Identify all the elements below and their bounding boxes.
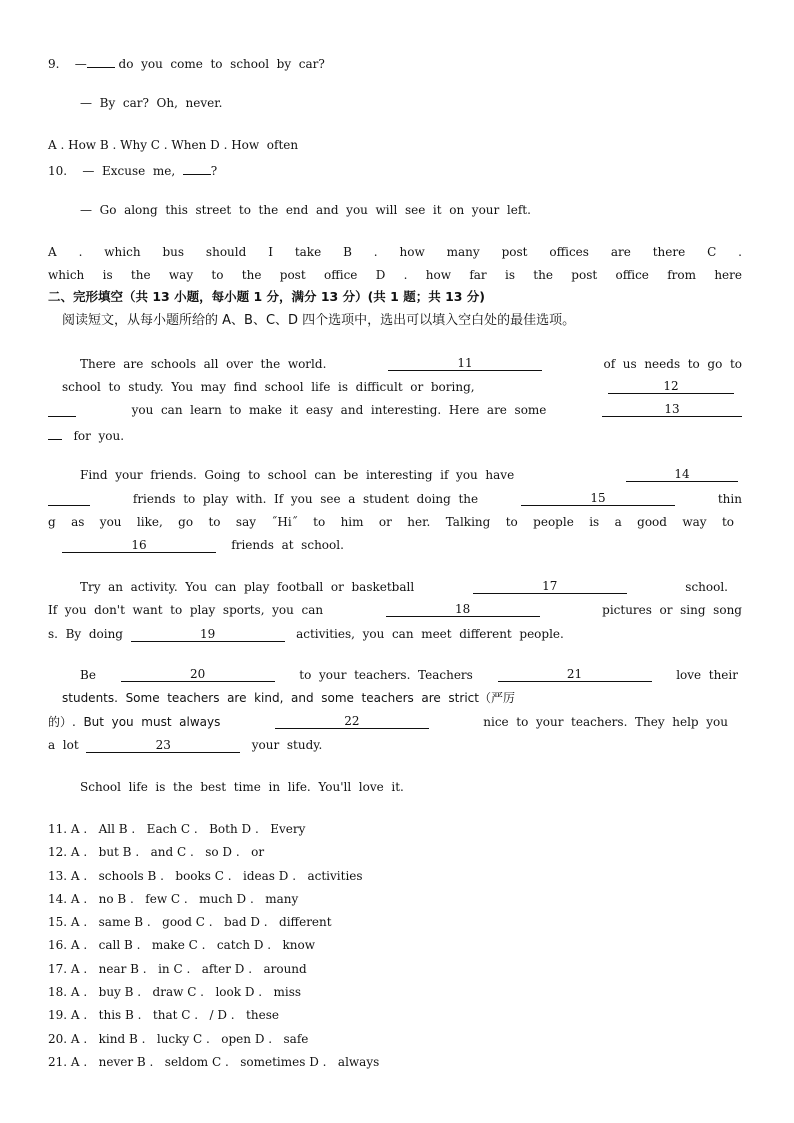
passage-text: a lot bbox=[48, 738, 79, 752]
q9-reply: — By car? Oh, never. bbox=[80, 96, 223, 110]
q9-stem-text: do you come to school by car? bbox=[114, 57, 325, 71]
passage-p1-line1 bbox=[80, 356, 742, 372]
passage-p1-line4 bbox=[48, 425, 124, 444]
blank-23: 23 bbox=[86, 738, 240, 753]
q10-stem bbox=[48, 160, 217, 179]
blank-15: 15 bbox=[521, 491, 675, 506]
blank-20: 20 bbox=[121, 667, 275, 682]
passage-text: of us needs to go to bbox=[603, 357, 742, 371]
q10-question-mark: ? bbox=[210, 164, 218, 178]
passage-text: Be bbox=[80, 668, 96, 682]
blank-17: 17 bbox=[473, 579, 627, 594]
option-row-11: 11. A . All B . Each C . Both D . Every bbox=[48, 822, 306, 836]
passage-text: your study. bbox=[251, 738, 323, 752]
passage-text: activities, you can meet different people. bbox=[296, 627, 564, 641]
blank-18: 18 bbox=[386, 602, 540, 617]
q10-options-line1: A . which bus should I take B . how many post offices are there C . bbox=[48, 245, 742, 259]
section-instruction: 阅读短文，从每小题所给的 A、B、C、D 四个选项中，选出可以填入空白处的最佳选项。 bbox=[62, 313, 576, 328]
q10-options-line2: which is the way to the post office D . how far is the post office from here bbox=[48, 268, 742, 282]
passage-p3-line1 bbox=[80, 579, 728, 595]
q10-blank bbox=[183, 160, 211, 175]
passage-text: to your teachers. Teachers bbox=[299, 668, 473, 682]
passage-text: Try an activity. You can play football or basketball bbox=[80, 580, 415, 594]
option-row-15: 15. A . same B . good C . bad D . different bbox=[48, 915, 332, 929]
passage-p3-line3 bbox=[48, 626, 564, 642]
option-row-14: 14. A . no B . few C . much D . many bbox=[48, 892, 299, 906]
section-heading: 二、完形填空（共 13 小题，每小题 1 分，满分 13 分）(共 1 题；共 13 分) bbox=[48, 289, 486, 304]
passage-text: There are schools all over the world. bbox=[80, 357, 327, 371]
passage-text: Find your friends. Going to school can be interesting if you have bbox=[80, 468, 515, 482]
passage-text: thin bbox=[717, 492, 742, 506]
passage-p2-line1 bbox=[80, 467, 738, 483]
option-row-16: 16. A . call B . make C . catch D . know bbox=[48, 938, 316, 952]
blank-14-cont bbox=[48, 491, 90, 506]
passage-p1-line3 bbox=[48, 402, 742, 418]
passage-text: 的）. But you must always bbox=[48, 715, 221, 729]
passage-text: you can learn to make it easy and interesting. Here are some bbox=[131, 403, 547, 417]
passage-p1-line2 bbox=[62, 379, 734, 395]
blank-12-cont bbox=[48, 402, 76, 417]
passage-p4-line1 bbox=[80, 667, 738, 683]
q10-stem-text: 10. — Excuse me, bbox=[48, 164, 176, 178]
passage-p2-line4 bbox=[62, 537, 344, 553]
passage-text: s. By doing bbox=[48, 627, 123, 641]
blank-21: 21 bbox=[498, 667, 652, 682]
passage-p3-line2 bbox=[48, 602, 742, 618]
option-row-12: 12. A . but B . and C . so D . or bbox=[48, 845, 265, 859]
passage-text: If you don't want to play sports, you can bbox=[48, 603, 324, 617]
passage-text: nice to your teachers. They help you bbox=[483, 715, 728, 729]
passage-text: friends to play with. If you see a student doing the bbox=[132, 492, 479, 506]
option-row-13: 13. A . schools B . books C . ideas D . activities bbox=[48, 869, 363, 883]
passage-p4-line4 bbox=[48, 737, 322, 753]
passage-text: friends at school. bbox=[231, 538, 344, 552]
passage-p2-line3: g as you like, go to say ˝Hi˝ to him or her. Talking to people is a good way to bbox=[48, 515, 734, 529]
option-row-18: 18. A . buy B . draw C . look D . miss bbox=[48, 985, 302, 999]
blank-12: 12 bbox=[608, 379, 734, 394]
passage-text: love their bbox=[676, 668, 738, 682]
passage-text: pictures or sing song bbox=[602, 603, 742, 617]
passage-p4-line3 bbox=[48, 714, 728, 730]
q9-number: 9. — bbox=[48, 57, 87, 71]
passage-text: school. bbox=[685, 580, 728, 594]
passage-text: for you. bbox=[73, 429, 125, 443]
blank-22: 22 bbox=[275, 714, 429, 729]
q9-options: A . How B . Why C . When D . How often bbox=[48, 138, 299, 152]
blank-16: 16 bbox=[62, 538, 216, 553]
blank-13: 13 bbox=[602, 402, 742, 417]
passage-p4-line2: students. Some teachers are kind, and some teachers are strict（严厉 bbox=[62, 691, 515, 705]
passage-p5: School life is the best time in life. You'll love it. bbox=[80, 780, 404, 794]
option-row-20: 20. A . kind B . lucky C . open D . safe bbox=[48, 1032, 309, 1046]
blank-11: 11 bbox=[388, 356, 542, 371]
q9-stem bbox=[48, 53, 325, 72]
option-row-21: 21. A . never B . seldom C . sometimes D . always bbox=[48, 1055, 380, 1069]
blank-14: 14 bbox=[626, 467, 738, 482]
passage-p2-line2 bbox=[48, 491, 742, 507]
option-row-19: 19. A . this B . that C . / D . these bbox=[48, 1008, 279, 1022]
blank-13-cont bbox=[48, 425, 62, 440]
option-row-17: 17. A . near B . in C . after D . around bbox=[48, 962, 307, 976]
passage-text: school to study. You may find school life is difficult or boring, bbox=[62, 380, 475, 394]
blank-19: 19 bbox=[131, 627, 285, 642]
q9-blank bbox=[87, 53, 115, 68]
q10-reply: — Go along this street to the end and you will see it on your left. bbox=[80, 203, 531, 217]
